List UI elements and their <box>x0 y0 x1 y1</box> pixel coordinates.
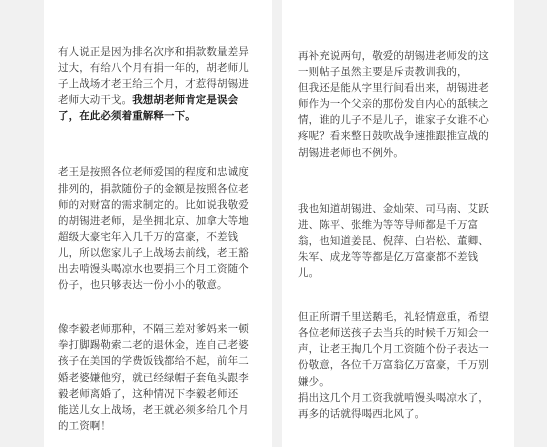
right-text-column <box>282 0 514 447</box>
right-paragraph-2: 我也知道胡锡进、金灿荣、司马南、艾跃 进、陈平、张维为等等导师都是千万富 翁，也知道姜昆、倪萍、白岩松、董卿、 朱军、成龙等等都是亿万富豪都不差钱 儿。 <box>298 202 489 280</box>
right-paragraph-1: 再补充说两句，敬爱的胡锡进老师发的这 一则帖子虽然主要是斥责教训我的， 但我还是能从字里行间看出来，胡锡进老 师作为一个父亲的那份发自内心的舐犊之 情，谁的儿子不是儿子，谁家子女谁不心 疼呢？看来整日鼓吹战争速推跟推宣战的 胡锡进老师也不例外。 <box>298 50 489 159</box>
left-text-column <box>44 0 272 447</box>
left-paragraph-1-bold: 我想胡老师肯定是误会 了，在此必须着重解释一下。 <box>58 94 239 123</box>
right-paragraph-3: 但正所谓千里送鹅毛，礼轻情意重，希望 各位老师送孩子去当兵的时候千万知会一 声，让老王掏几个月工资随个份子表达一 份敬意，各位千万富翁亿万富豪，千万别 嫌少。 捐出这几个月工资我就啃馒头喝凉水了， 再多的话就得喝西北风了。 <box>298 311 489 420</box>
left-paragraph-2: 老王是按照各位老师爱国的程度和忠诚度 排列的，捐款随份子的金额是按照各位老 师的对财富的需求制定的。比如说我敬爱 的胡锡进老师，是坐拥北京、加拿大等地 超级大豪宅年入几千万的富豪，不差钱 儿，所以您家儿子上战场去前线，老王豁 出去啃馒头喝凉水也要捐三个月工资随个 份子，也只够表达一份小小的敬意。 <box>58 166 249 292</box>
left-paragraph-1-regular: 有人说正是因为排名次序和捐款数量差异 过大，有给八个月有捐一年的，胡老师儿 子上战场才老王给三个月，才惹得胡锡进 老师大动干戈。 <box>58 46 249 107</box>
left-paragraph-3: 像李毅老师那种，不隔三差对爹妈来一顿 拳打脚踢勒索二老的退休金，连自己老婆 孩子在美国的学费饭钱都给不起，前年二 婚老婆嫌他穷，就已经绿帽子套龟头跟李 毅老师离婚了，这种情况下李毅老师还 能送儿女上战场，老王就必须多给几个月 的工资啊！ <box>58 323 249 432</box>
left-paragraph-1 <box>58 44 264 124</box>
